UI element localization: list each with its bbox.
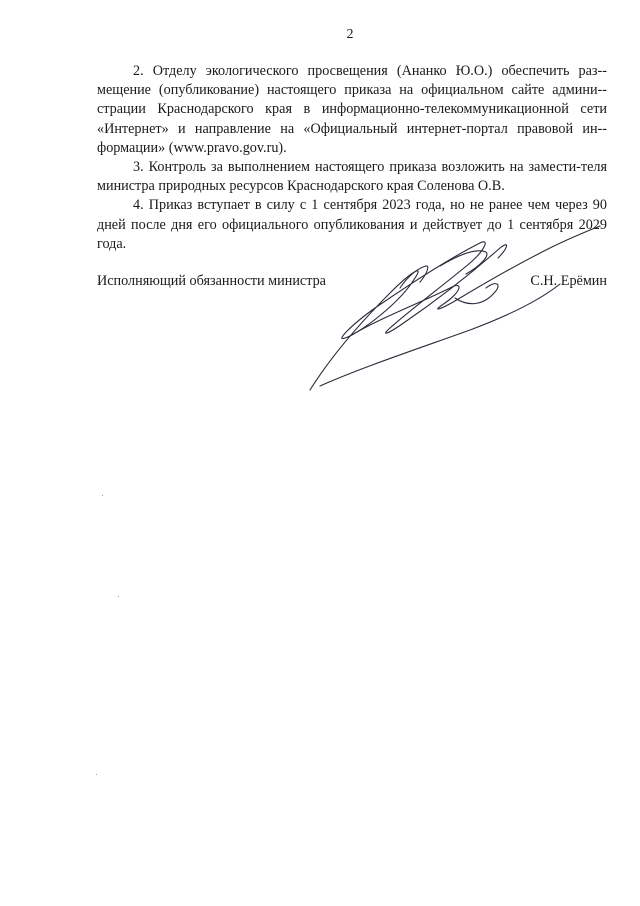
paragraph-3: 3. Контроль за выполнением настоящего приказа возложить на замести-теля министра природных ресурсов Краснодарского края Соленова О.В. — [97, 159, 607, 195]
scan-speck — [96, 774, 97, 775]
paragraph-4: 4. Приказ вступает в силу с 1 сентября 2023 года, но не ранее чем через 90 дней после дня его официального опубликования и действует до 1 сентября 2029 года. — [97, 197, 607, 252]
signer-position: Исполняющий обязанности министра — [97, 273, 326, 289]
handwritten-signature — [290, 218, 610, 403]
paragraph-2: 2. Отделу экологического просвещения (Ананко Ю.О.) обеспечить раз-мещение (опубликование) настоящего приказа на официальном сайте админи-страции Краснодарского края в информационно-телекоммуникационной сети «Интернет» и направление на «Официальный интернет-портал правовой ин-формации» (www.pravo.gov.ru). — [97, 63, 607, 156]
scan-speck — [118, 596, 119, 597]
scan-speck — [102, 495, 103, 496]
page-number: 2 — [346, 27, 354, 42]
signer-name: С.Н. Ерёмин — [530, 273, 607, 289]
